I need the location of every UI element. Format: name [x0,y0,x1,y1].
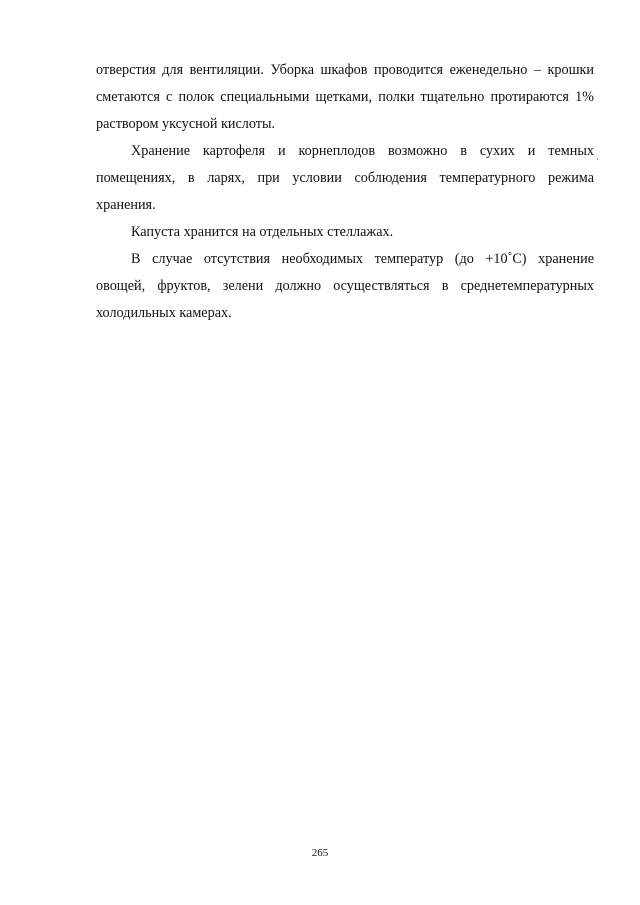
paragraph-ventilation [96,57,594,138]
paragraph-line: овощей, фруктов, зелени должно осуществляться в среднетемпературных [96,278,594,294]
page-number: 265 [311,847,329,859]
paragraph-line: сметаются с полок специальными щетками, полки тщательно протираются 1% [96,89,594,105]
paragraph-line: раствором уксусной кислоты. [96,116,276,132]
paragraph-line: холодильных камерах. [96,305,232,321]
body-text [96,57,594,327]
paragraph-line: хранения. [96,197,156,213]
paragraph-potato-storage [96,138,594,219]
paragraph-line: В случае отсутствия необходимых температур (до +10˚С) хранение [131,251,594,267]
paragraph-cabbage [96,219,594,246]
paragraph-line: Капуста хранится на отдельных стеллажах. [131,224,394,240]
paragraph-line: Хранение картофеля и корнеплодов возможно в сухих и темных [131,143,594,159]
paragraph-temperature [96,246,594,327]
scan-speck [597,158,598,160]
paragraph-line: помещениях, в ларях, при условии соблюдения температурного режима [96,170,594,186]
paragraph-line: отверстия для вентиляции. Уборка шкафов проводится еженедельно – крошки [96,62,594,78]
